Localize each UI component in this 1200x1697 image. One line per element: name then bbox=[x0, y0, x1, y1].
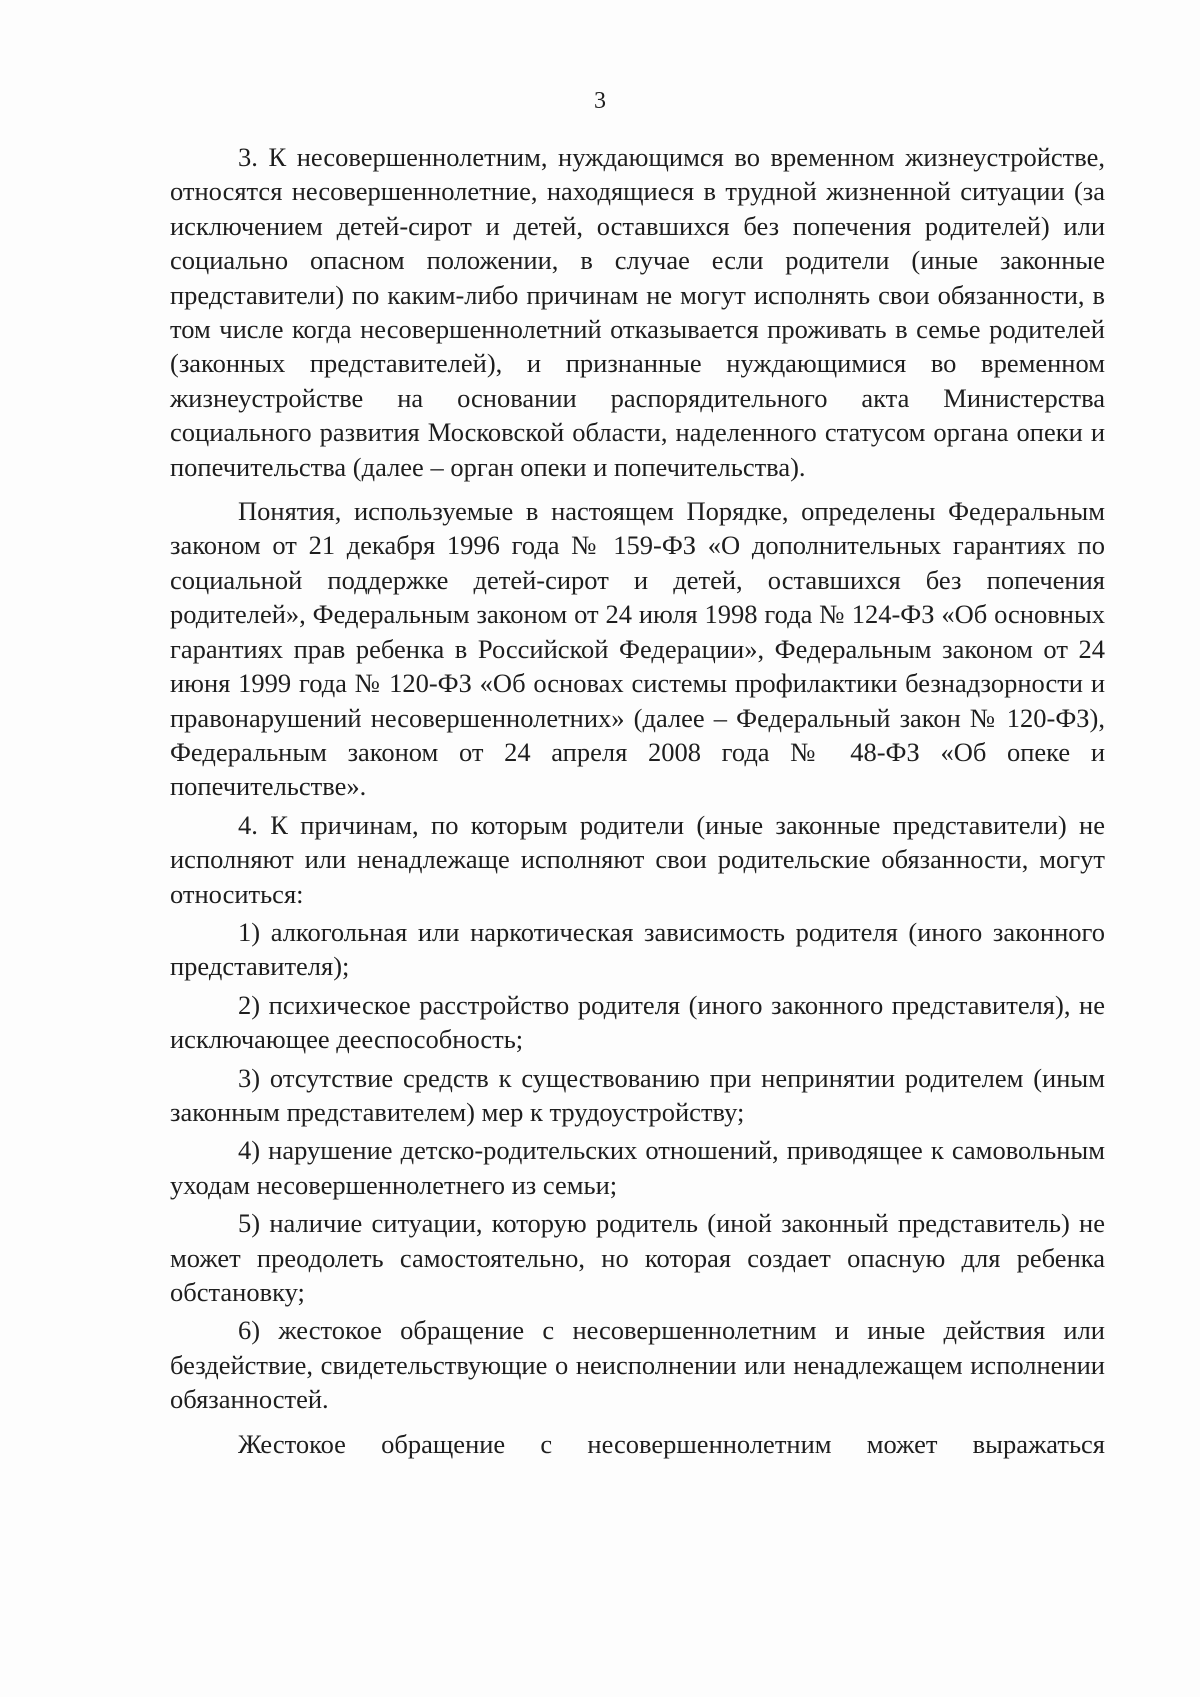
paragraph-cruelty: Жестокое обращение с несовершеннолетним может выражаться bbox=[238, 1428, 1105, 1459]
document-body bbox=[170, 140, 1105, 1465]
list-item-5: 5) наличие ситуации, которую родитель (иной законный представитель) не может преодолеть самостоятельно, но которая создает опасную для ребенка обстановку; bbox=[170, 1208, 1105, 1307]
paragraph-item-4: 4. К причинам, по которым родители (иные законные представители) не исполняют или ненадлежаще исполняют свои родительские обязанности, могут относиться: bbox=[170, 809, 1105, 909]
paragraph-item-3: 3. К несовершеннолетним, нуждающимся во временном жизнеустройстве, относятся несовершеннолетние, находящиеся в трудной жизненной ситуации (за исключением детей-сирот и детей, оставшихся без попечения родителей) или социально опасном положении, в случае если родители (иные законные представители) по каким-либо причинам не могут исполнять свои обязанности, в том числе когда несовершеннолетний отказывается проживать в семье родителей (законных представителей), и признанные нуждающимися во временном жизнеустройстве на основании распорядительного акта Министерства социального развития Московской области, наделенного статусом органа опеки и попечительства (далее – орган опеки и попечительства). bbox=[170, 142, 1105, 482]
list-item-1: 1) алкогольная или наркотическая зависимость родителя (иного законного представителя); bbox=[170, 916, 1105, 982]
page-number: 3 bbox=[594, 88, 606, 114]
paragraph-definitions: Понятия, используемые в настоящем Порядке, определены Федеральным законом от 21 декабря 1996 года № 159-ФЗ «О дополнительных гарантиях по социальной поддержке детей-сирот и детей, оставшихся без попечения родителей», Федеральным законом от 24 июля 1998 года № 124-ФЗ «Об основных гарантиях прав ребенка в Российской Федерации», Федеральным законом от 24 июня 1999 года № 120-ФЗ «Об основах системы профилактики безнадзорности и правонарушений несовершеннолетних» (далее – Федеральный закон № 120-ФЗ), Федеральным законом от 24 апреля 2008 года № 48-ФЗ «Об опеке и попечительстве». bbox=[170, 496, 1105, 802]
list-item-4: 4) нарушение детско-родительских отношений, приводящее к самовольным уходам несовершеннолетнего из семьи; bbox=[170, 1135, 1105, 1200]
list-item-3: 3) отсутствие средств к существованию при непринятии родителем (иным законным представителем) мер к трудоустройству; bbox=[170, 1062, 1105, 1127]
list-item-6: 6) жестокое обращение с несовершеннолетним и иные действия или бездействие, свидетельствующие о неисполнении или ненадлежащем исполнении обязанностей. bbox=[170, 1315, 1105, 1415]
list-item-2: 2) психическое расстройство родителя (иного законного представителя), не исключающее дееспособность; bbox=[170, 989, 1105, 1055]
